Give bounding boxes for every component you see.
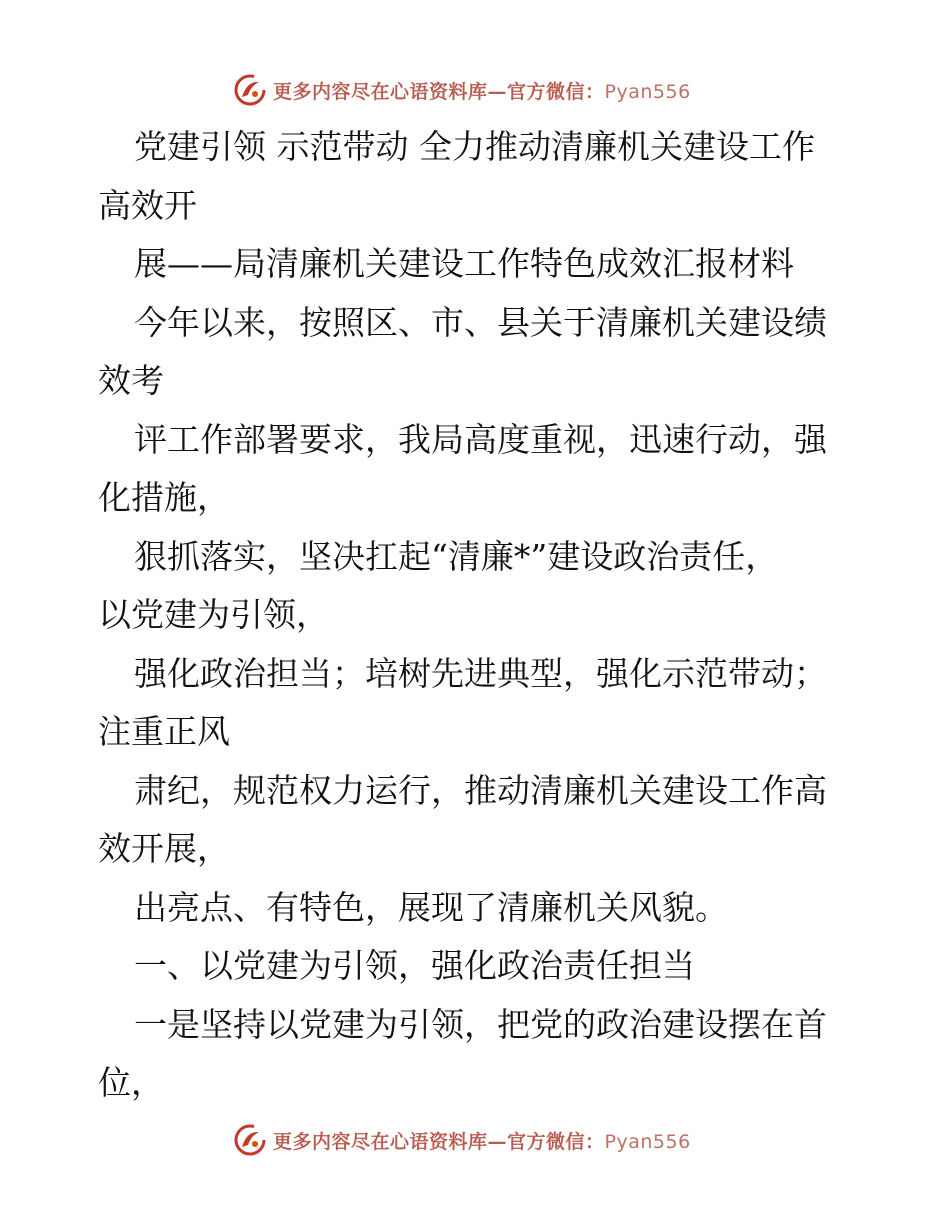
section-heading: 一、以党建为引领，强化政治责任担当 bbox=[134, 946, 695, 985]
brush-swirl-logo-icon bbox=[233, 1123, 267, 1157]
header-banner bbox=[233, 72, 713, 108]
brush-swirl-logo-icon bbox=[233, 73, 267, 107]
body-line: 强化政治担当；培树先进典型，强化示范带动； bbox=[134, 653, 827, 693]
body-line: 今年以来，按照区、市、县关于清廉机关建设绩 bbox=[134, 302, 827, 342]
body-line: 效考 bbox=[98, 361, 164, 400]
footer-banner-text: 更多内容尽在心语资料库—官方微信：Pyan556 bbox=[273, 1130, 691, 1153]
body-line: 以党建为引领， bbox=[98, 595, 329, 634]
body-line: 高效开 bbox=[98, 185, 197, 225]
body-line: 评工作部署要求，我局高度重视，迅速行动，强 bbox=[134, 419, 827, 459]
body-line: 出亮点、有特色，展现了清廉机关风貌。 bbox=[134, 887, 728, 927]
header-banner-text: 更多内容尽在心语资料库—官方微信：Pyan556 bbox=[273, 80, 691, 103]
body-line: 党建引领 示范带动 全力推动清廉机关建设工作 bbox=[134, 127, 815, 166]
document-body bbox=[98, 118, 858, 1113]
body-line: 狠抓落实，坚决扛起“清廉*”建设政治责任， bbox=[134, 536, 779, 576]
body-line: 肃纪，规范权力运行，推动清廉机关建设工作高 bbox=[134, 770, 827, 810]
body-line: 位， bbox=[98, 1063, 164, 1102]
body-line: 注重正风 bbox=[98, 712, 230, 751]
footer-banner bbox=[233, 1122, 713, 1158]
footer-banner-account: Pyan556 bbox=[604, 1130, 691, 1153]
body-line: 效开展， bbox=[98, 829, 230, 868]
body-line: 化措施， bbox=[98, 478, 230, 517]
header-banner-account: Pyan556 bbox=[604, 80, 691, 103]
body-line: 一是坚持以党建为引领，把党的政治建设摆在首 bbox=[134, 1004, 827, 1044]
body-line: 展——局清廉机关建设工作特色成效汇报材料 bbox=[134, 244, 794, 283]
